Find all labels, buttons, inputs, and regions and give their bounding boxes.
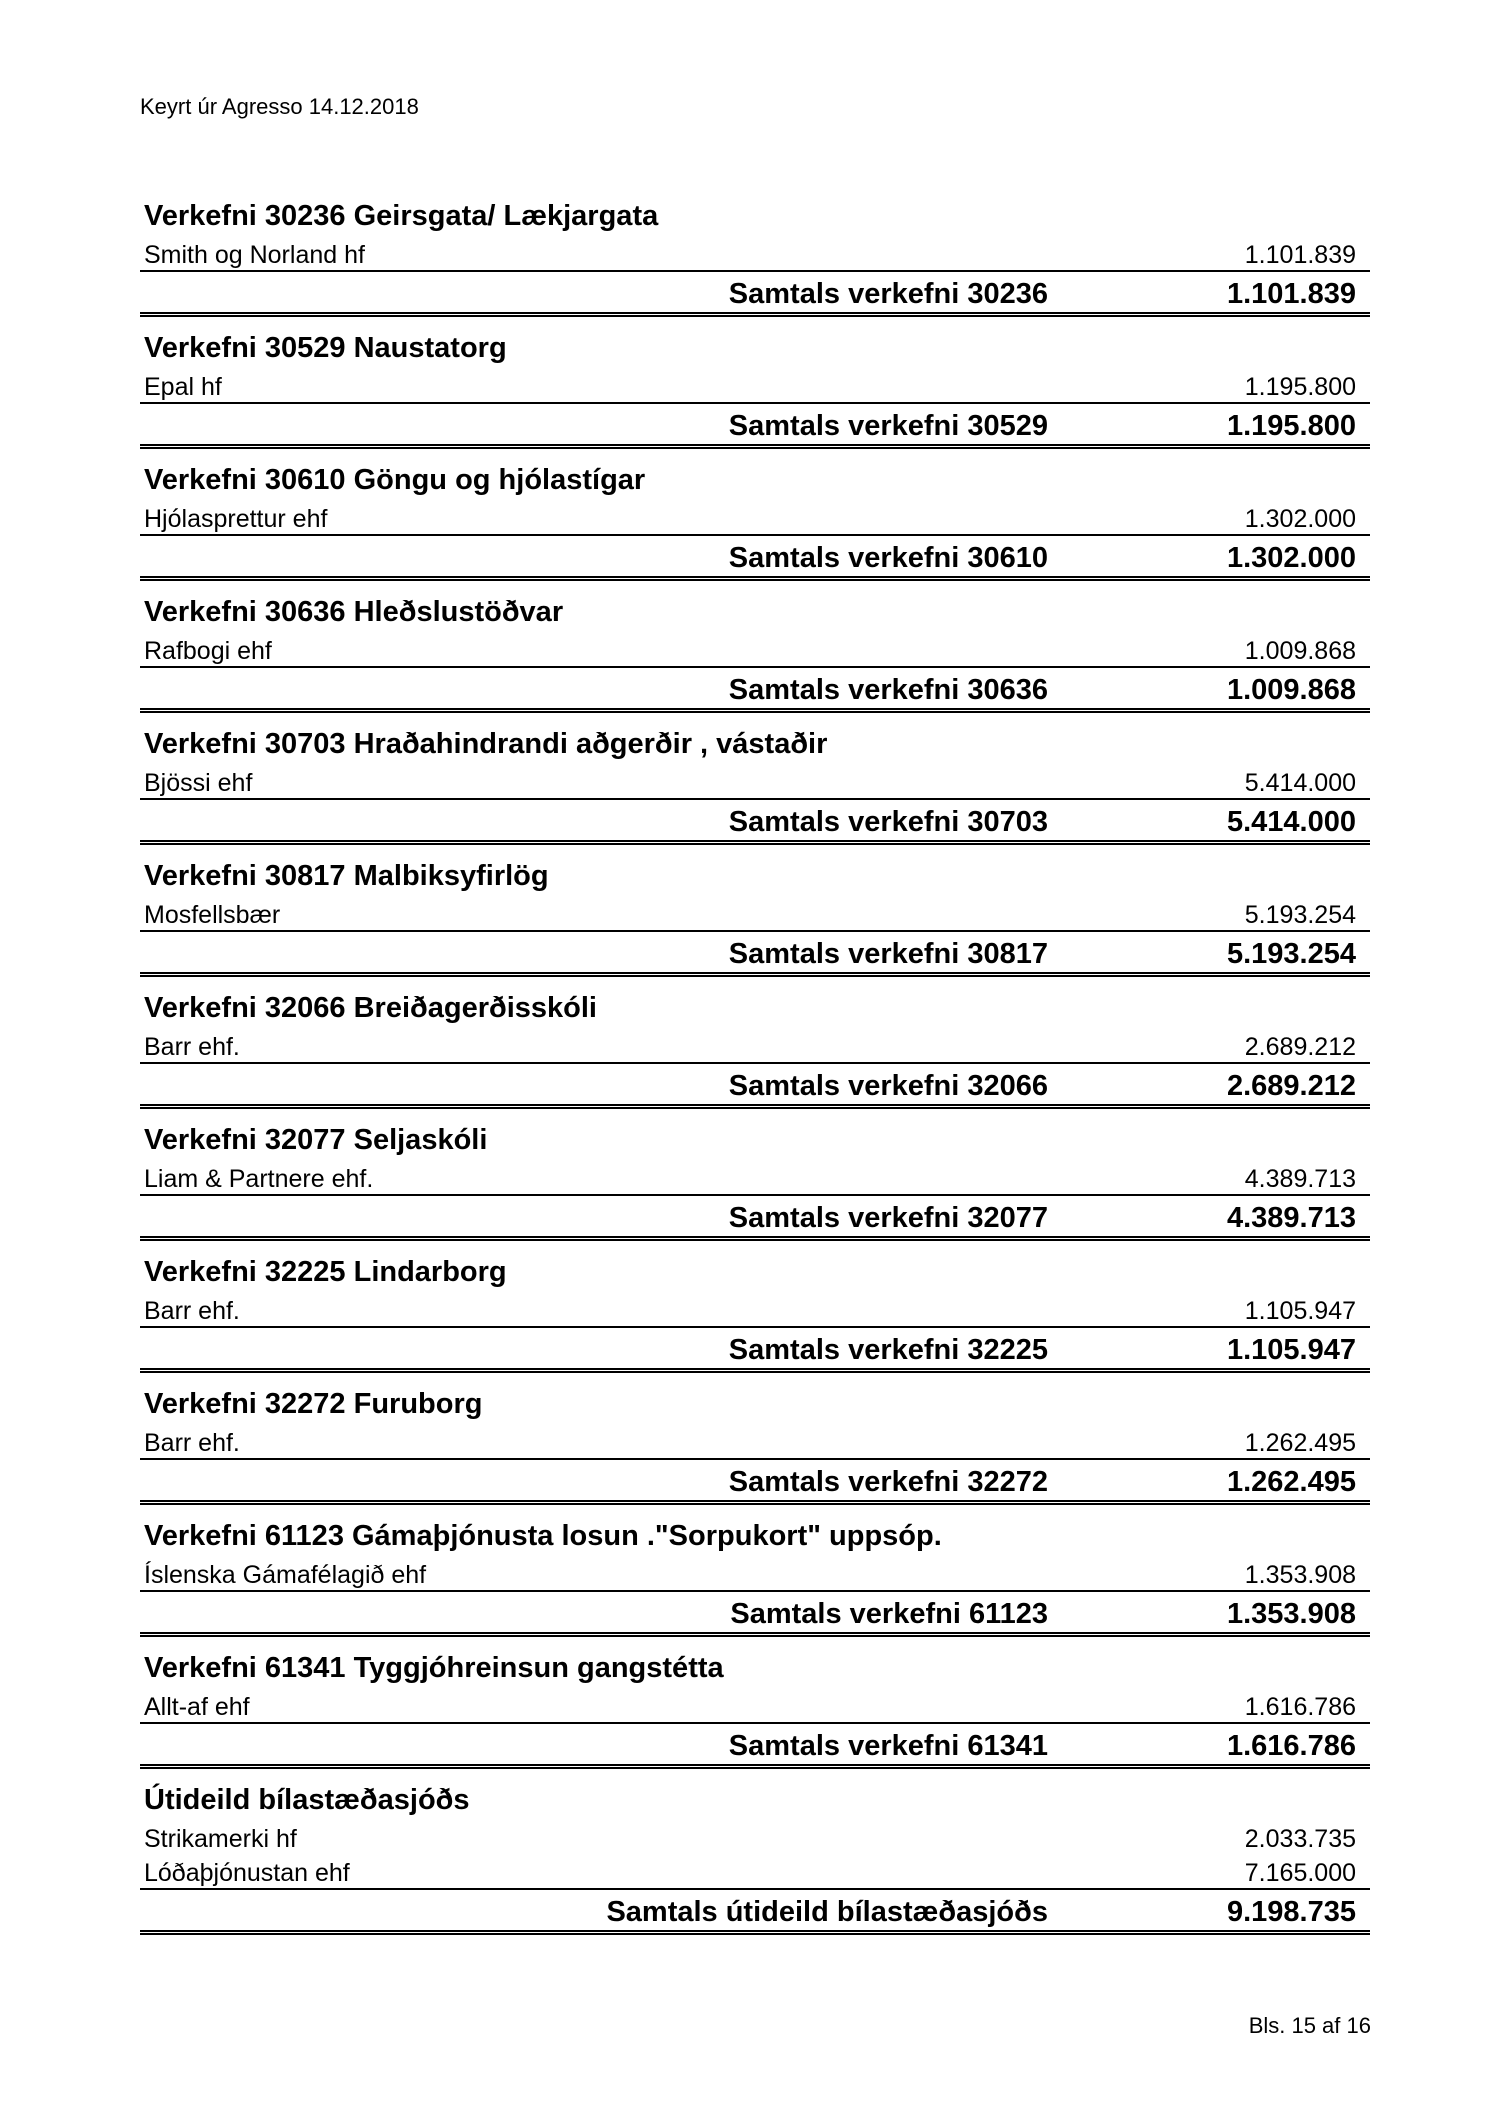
project-total-value: 5.193.254 — [1226, 938, 1356, 970]
vendor-name: Bjössi ehf — [144, 769, 253, 797]
project-items — [140, 500, 1370, 536]
line-amount: 1.101.839 — [1244, 241, 1356, 269]
project-total-value: 1.101.839 — [1226, 278, 1356, 310]
vendor-name: Mosfellsbær — [144, 901, 281, 929]
project-total-row — [140, 1064, 1370, 1109]
vendor-name: Smith og Norland hf — [144, 241, 365, 269]
project-total-row — [140, 1196, 1370, 1241]
project-title: Verkefni 30236 Geirsgata/ Lækjargata — [144, 200, 659, 232]
project-items — [140, 632, 1370, 668]
project-section — [140, 1516, 1370, 1648]
report-header: Keyrt úr Agresso 14.12.2018 — [140, 94, 419, 119]
line-amount: 1.262.495 — [1244, 1429, 1356, 1457]
project-total-row — [140, 800, 1370, 845]
line-item — [140, 764, 1370, 800]
project-total-row — [140, 1592, 1370, 1637]
vendor-name: Íslenska Gámafélagið ehf — [144, 1561, 427, 1589]
project-total-row — [140, 536, 1370, 581]
line-amount: 1.105.947 — [1244, 1297, 1356, 1325]
project-items — [140, 1820, 1370, 1890]
vendor-name: Lóðaþjónustan ehf — [144, 1859, 350, 1887]
project-section — [140, 1780, 1370, 1946]
project-total-value: 1.353.908 — [1226, 1598, 1356, 1630]
project-title: Verkefni 61341 Tyggjóhreinsun gangstétta — [144, 1652, 724, 1684]
vendor-name: Strikamerki hf — [144, 1825, 297, 1853]
project-total-label: Samtals verkefni 61341 — [728, 1730, 1048, 1762]
project-total-value: 1.195.800 — [1226, 410, 1356, 442]
project-title: Verkefni 32225 Lindarborg — [144, 1256, 507, 1288]
project-section — [140, 856, 1370, 988]
line-item — [140, 632, 1370, 668]
line-item — [140, 1556, 1370, 1592]
project-total-label: Samtals verkefni 30817 — [728, 938, 1048, 970]
vendor-name: Rafbogi ehf — [144, 637, 272, 665]
line-item — [140, 1820, 1370, 1854]
project-section — [140, 988, 1370, 1120]
project-total-value: 1.262.495 — [1226, 1466, 1356, 1498]
line-amount: 4.389.713 — [1244, 1165, 1356, 1193]
vendor-name: Allt-af ehf — [144, 1693, 250, 1721]
project-total-value: 4.389.713 — [1226, 1202, 1356, 1234]
project-title: Verkefni 32272 Furuborg — [144, 1388, 483, 1420]
project-total-row — [140, 1724, 1370, 1769]
vendor-name: Barr ehf. — [144, 1033, 240, 1061]
project-title: Verkefni 30703 Hraðahindrandi aðgerðir , vástaðir — [144, 728, 828, 760]
project-title: Verkefni 32066 Breiðagerðisskóli — [144, 992, 597, 1024]
project-total-value: 2.689.212 — [1226, 1070, 1356, 1102]
project-items — [140, 764, 1370, 800]
project-total-value: 1.302.000 — [1226, 542, 1356, 574]
project-section — [140, 196, 1370, 328]
project-total-label: Samtals verkefni 32272 — [728, 1466, 1048, 1498]
line-item — [140, 896, 1370, 932]
vendor-name: Hjólasprettur ehf — [144, 505, 328, 533]
project-items — [140, 1424, 1370, 1460]
project-total-label: Samtals verkefni 30636 — [728, 674, 1048, 706]
project-items — [140, 1688, 1370, 1724]
line-amount: 2.689.212 — [1244, 1033, 1356, 1061]
line-amount: 5.193.254 — [1244, 901, 1356, 929]
line-amount: 5.414.000 — [1244, 769, 1356, 797]
project-total-label: Samtals verkefni 30529 — [728, 410, 1048, 442]
line-amount: 7.165.000 — [1244, 1859, 1356, 1887]
line-amount: 1.009.868 — [1244, 637, 1356, 665]
project-total-label: Samtals verkefni 61123 — [730, 1598, 1048, 1630]
line-item — [140, 368, 1370, 404]
page-number: Bls. 15 af 16 — [1248, 2013, 1371, 2038]
project-items — [140, 1160, 1370, 1196]
project-total-label: Samtals verkefni 30236 — [728, 278, 1048, 310]
project-total-row — [140, 1328, 1370, 1373]
line-amount: 1.616.786 — [1244, 1693, 1356, 1721]
vendor-name: Liam & Partnere ehf. — [144, 1165, 374, 1193]
vendor-name: Barr ehf. — [144, 1297, 240, 1325]
project-title: Verkefni 61123 Gámaþjónusta losun ."Sorpukort" uppsóp. — [144, 1520, 942, 1552]
line-item — [140, 1424, 1370, 1460]
line-item — [140, 236, 1370, 272]
project-section — [140, 1648, 1370, 1780]
project-total-row — [140, 1460, 1370, 1505]
project-total-label: Samtals verkefni 30610 — [728, 542, 1048, 574]
project-total-row — [140, 272, 1370, 317]
project-total-value: 1.616.786 — [1226, 1730, 1356, 1762]
project-total-label: Samtals verkefni 32225 — [728, 1334, 1048, 1366]
line-amount: 1.302.000 — [1244, 505, 1356, 533]
line-item — [140, 1292, 1370, 1328]
project-total-label: Samtals útideild bílastæðasjóðs — [606, 1896, 1048, 1928]
project-total-value: 5.414.000 — [1226, 806, 1356, 838]
project-section — [140, 1252, 1370, 1384]
project-section — [140, 1120, 1370, 1252]
project-title: Verkefni 32077 Seljaskóli — [144, 1124, 488, 1156]
project-section — [140, 1384, 1370, 1516]
project-total-row — [140, 1890, 1370, 1935]
project-total-value: 1.009.868 — [1226, 674, 1356, 706]
project-total-label: Samtals verkefni 30703 — [728, 806, 1048, 838]
project-title: Verkefni 30610 Göngu og hjólastígar — [144, 464, 646, 496]
vendor-name: Barr ehf. — [144, 1429, 240, 1457]
project-section — [140, 328, 1370, 460]
line-amount: 1.195.800 — [1244, 373, 1356, 401]
project-title: Verkefni 30817 Malbiksyfirlög — [144, 860, 549, 892]
project-total-row — [140, 932, 1370, 977]
project-total-value: 1.105.947 — [1226, 1334, 1356, 1366]
project-items — [140, 1028, 1370, 1064]
line-item — [140, 1688, 1370, 1724]
project-total-value: 9.198.735 — [1226, 1896, 1356, 1928]
project-items — [140, 1556, 1370, 1592]
project-title: Útideild bílastæðasjóðs — [144, 1784, 470, 1816]
project-total-row — [140, 668, 1370, 713]
project-section — [140, 460, 1370, 592]
project-title: Verkefni 30636 Hleðslustöðvar — [144, 596, 564, 628]
line-amount: 2.033.735 — [1244, 1825, 1356, 1853]
project-total-row — [140, 404, 1370, 449]
project-section — [140, 592, 1370, 724]
project-total-label: Samtals verkefni 32066 — [728, 1070, 1048, 1102]
line-item — [140, 1028, 1370, 1064]
line-item — [140, 1854, 1370, 1890]
project-items — [140, 368, 1370, 404]
line-item — [140, 500, 1370, 536]
line-amount: 1.353.908 — [1244, 1561, 1356, 1589]
project-section — [140, 724, 1370, 856]
project-total-label: Samtals verkefni 32077 — [728, 1202, 1048, 1234]
project-list — [140, 196, 1370, 1946]
vendor-name: Epal hf — [144, 373, 222, 401]
line-item — [140, 1160, 1370, 1196]
project-title: Verkefni 30529 Naustatorg — [144, 332, 507, 364]
project-items — [140, 1292, 1370, 1328]
project-items — [140, 896, 1370, 932]
project-items — [140, 236, 1370, 272]
